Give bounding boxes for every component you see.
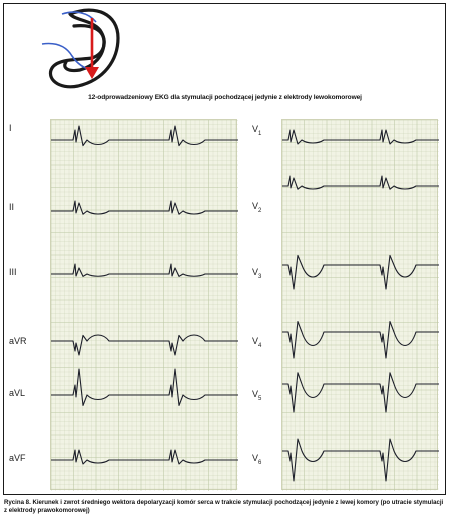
lead-label-aVR: aVR [9,336,27,346]
lead-label-II: II [9,202,15,212]
lead-label-V5: $V_5$ [252,389,262,402]
ecg-trace-aVL [51,369,238,405]
ecg-trace-V2 [282,176,439,189]
ecg-grid [282,120,439,491]
ecg-precordial-leads-panel [281,119,438,490]
heart-schematic-icon [0,0,450,100]
lead-label-III: III [9,267,17,277]
lead-label-V3: $V_3$ [252,267,262,280]
lead-wire [42,44,92,71]
ecg-trace-V1 [282,130,439,144]
ecg-trace-II [51,201,238,214]
lead-label-V2: $V_2$ [252,201,262,214]
figure-title: 12-odprowadzeniowy EKG dla stymulacji pochodzącej jedynie z elektrody lewokomorowej [88,94,362,101]
ecg-trace-III [51,264,238,276]
ecg-trace-V6 [282,439,439,481]
lead-label-V1: $V_1$ [252,124,262,137]
lead-label-V4: $V_4$ [252,336,262,349]
ecg-limb-leads-panel [50,119,237,490]
lead-label-aVL: aVL [9,388,26,398]
lead-label-aVF: aVF [9,453,26,463]
lead-label-V6: $V_6$ [252,453,262,466]
ecg-grid [51,120,238,491]
lead-label-I: I [9,123,12,133]
figure-caption: Rycina 8. Kierunek i zwrot średniego wektora depolaryzacji komór serca w trakcie stymulacji pochodzącej jedynie z lewej komory (po utracie stymulacji z elektrody prawokomorowej) [4,499,444,514]
ecg-trace-V5 [282,373,439,412]
ecg-trace-V3 [282,255,439,289]
